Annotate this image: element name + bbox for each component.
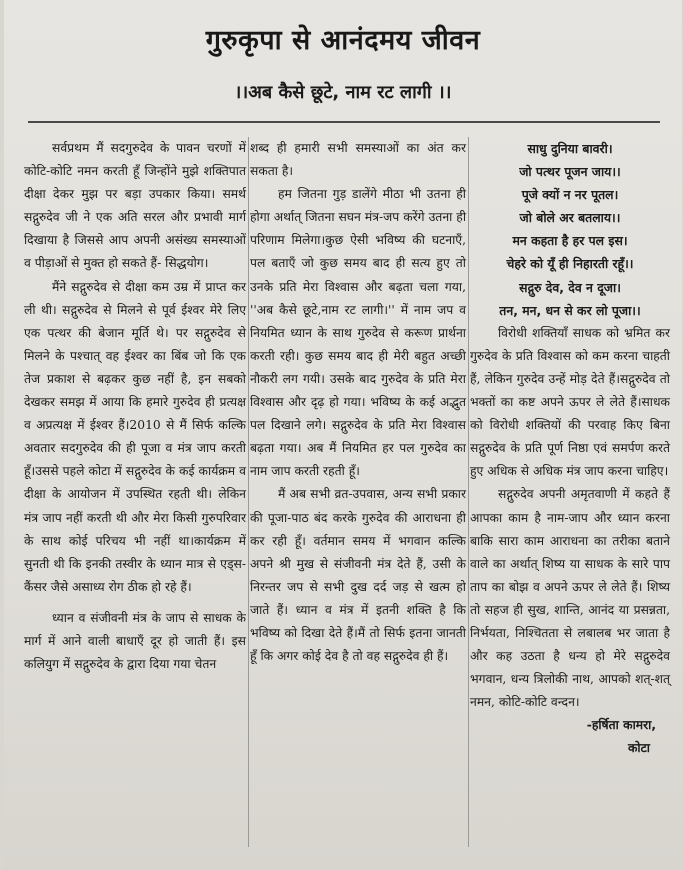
poem-line: तन, मन, धन से कर लो पूजा।। [499,302,641,318]
poem-block [470,137,670,322]
column-divider-2 [468,137,469,847]
column-2-paragraph-1: शब्द ही हमारी सभी समस्याओं का अंत कर सकता है। [250,141,466,179]
article-subtitle: ।।अब कैसे छूटे, नाम रट लागी ।। [234,82,452,103]
column-3-paragraph-2: सद्गुरुदेव अपनी अमृतवाणी में कहते हैं आपका काम है नाम-जाप और ध्यान करना बाकि सारा काम आराधना का तरीका बताने वाले का अर्थात् शिष्य या साधक के सारे पाप ताप का बोझ व अपने ऊपर ले लेते हैं। शिष्य तो सहज ही सुख, शान्ति, आनंद या प्रसन्नता, निर्भयता, निश्चितता से लबालब भर जाता है और कह उठता है धन्य हो मेरे सद्गुरुदेव भगवान, धन्य त्रिलोकी नाथ, आपको शत्-शत् नमन, कोटि-कोटि वन्दन। [470,487,670,710]
column-2-paragraph-2: हम जितना गुड़ डालेंगे मीठा भी उतना ही होगा अर्थात् जितना सघन मंत्र-जप करेंगे उतना ही परिणाम मिलेगा।कुछ ऐसी भविष्य की घटनाएँ, पल बताएँ जो कुछ समय बाद ही सत्य हुए तो उनके प्रति मेरा विश्वास और बढ़ता चला गया, ''अब कैसे छूटे,नाम रट लागी।'' में नाम जप व नियमित ध्यान के साथ गुरुदेव से करूण प्रार्थना करती रही। कुछ समय बाद ही मेरी बहुत अच्छी नौकरी लग गयी। उसके बाद गुरुदेव के प्रति मेरा विश्वास और दृढ़ हो गया। भविष्य के कई अद्भुत पल दिखाने लगे। सद्गुरुदेव के प्रति मेरा विश्वास बढ़ता गया। अब मैं नियमित हर पल गुरुदेव का नाम जाप करती रहती हूँ। [250,187,466,479]
column-3-paragraph-1: विरोधी शक्तियाँ साधक को भ्रमित कर गुरुदेव के प्रति विश्वास को कम करना चाहती हैं, लेकिन गुरुदेव उन्हें मोड़ देते हैं।सद्गुरुदेव तो भक्तों का कष्ट अपने ऊपर ले लेते हैं।साधक को विरोधी शक्तियों की परवाह किए बिना सद्गुरुदेव के प्रति पूर्ण निष्ठा एवं समर्पण करते हुए अधिक से अधिक मंत्र जाप करना चाहिए। [470,325,670,479]
newspaper-page [4,0,682,870]
poem-line: सद्गुरु देव, देव न दूजा। [519,279,621,295]
author-name: -हर्षिता कामरा, [586,718,656,733]
column-3 [470,137,670,761]
author-city: कोटा [627,741,650,756]
poem-line: मन कहता है हर पल इस। [512,233,628,249]
poem-line: पूजे क्यों न नर पूतल। [521,187,619,203]
column-1-paragraph-3: ध्यान व संजीवनी मंत्र के जाप से साधक के मार्ग में आने वाली बाधाएँ दूर हो जाती हैं। इस कलियुग में सद्गुरुदेव के द्वारा दिया गया चेतन [24,610,246,672]
column-divider-1 [248,137,249,847]
column-1 [24,137,246,676]
poem-line: साधु दुनिया बावरी। [527,141,613,156]
poem-line: जो पत्थर पूजन जाय।। [519,164,621,180]
column-2 [250,137,466,668]
poem-line: जो बोले अर बतलाय।। [519,210,621,226]
poem-line: चेहरे को यूँ ही निहारती रहूँ।। [506,256,634,272]
header-divider [28,121,660,123]
article-title: गुरुकृपा से आनंदमय जीवन [205,25,481,56]
column-1-paragraph-1: सर्वप्रथम मैं सदगुरुदेव के पावन चरणों में कोटि-कोटि नमन करती हूँ जिन्होंने मुझे शक्तिपात दीक्षा देकर मुझ पर बड़ा उपकार किया। समर्थ सद्गुरुदेव जी ने एक अति सरल और प्रभावी मार्ग दिखाया है जिससे आप अपनी असंख्य समस्याओं व पीड़ाओं से मुक्त हो सकते हैं- सिद्धयोग। [24,141,246,271]
column-2-paragraph-3: मैं अब सभी व्रत-उपवास, अन्य सभी प्रकार की पूजा-पाठ बंद करके गुरुदेव की आराधना ही कर रही हूँ। वर्तमान समय में भगवान कल्कि अपने श्री मुख से संजीवनी मंत्र देते हैं, उसी के निरन्तर जप से सभी दुख दर्द जड़ से खत्म हो जाते हैं। ध्यान व मंत्र में इतनी शक्ति है कि भविष्य को दिखा देते हैं।मैं तो सिर्फ इतना जानती हूँ कि अगर कोई देव है तो वह सद्गुरुदेव ही हैं। [250,487,466,664]
column-1-paragraph-2: मैंने सद्गुरुदेव से दीक्षा कम उम्र में प्राप्त कर ली थी। सद्गुरुदेव से मिलने से पूर्व ईश्वर मेरे लिए एक पत्थर की बेजान मूर्ति थे। पर सद्गुरुदेव से मिलने के पश्चात् वह ईश्वर का बिंब जो कि एक तेज प्रकाश से बढ़कर कुछ नहीं है, इन सबको देखकर समझ में आया कि हमारे गुरुदेव ही प्रत्यक्ष व अप्रत्यक्ष में ईश्वर हैं।2010 से मैं सिर्फ कल्कि अवतार सदगुरुदेव की ही पूजा व मंत्र जाप करती हूँ।उससे पहले कोटा में सद्गुरुदेव के कई कार्यक्रम व दीक्षा के आयोजन में उपस्थित रहती थी। लेकिन मंत्र जाप नहीं करती थी और मेरा किसी गुरुपरिवार के साथ कोई परिचय भी नहीं था।कार्यक्रम में सुनती थी कि इनकी तस्वीर के ध्यान मात्र से एड्स-कैंसर जैसे असाध्य रोग ठीक हो रहे हैं। [24,279,246,594]
